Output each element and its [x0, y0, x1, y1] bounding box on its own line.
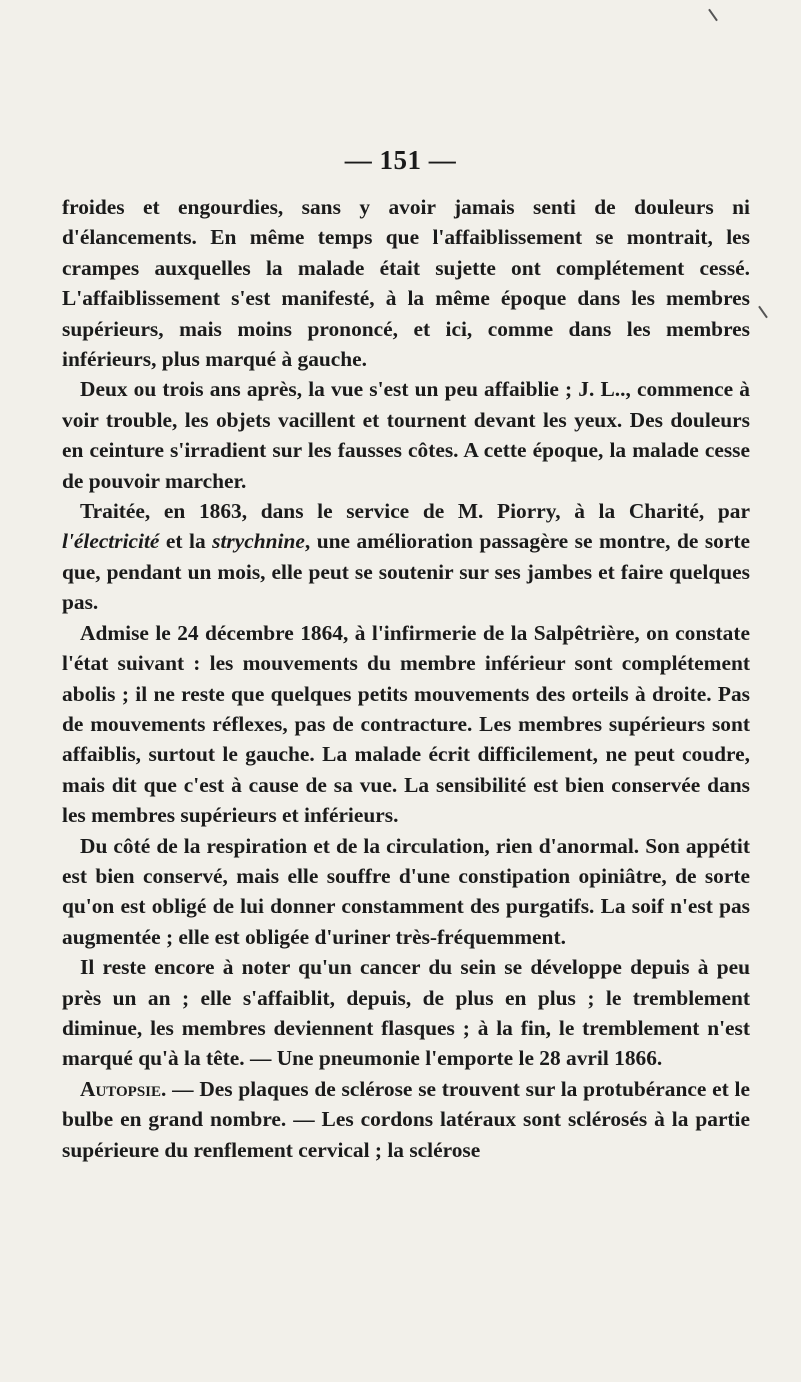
body-text — [62, 192, 750, 1165]
paragraph — [62, 1074, 750, 1165]
paragraph: Admise le 24 décembre 1864, à l'infirmerie de la Salpêtrière, on constate l'état suivant : les mouvements du membre inférieur sont complétement abolis ; il ne reste que quelques petits mouvements des orteils à droite. Pas de mouvements réflexes, pas de contracture. Les membres supérieurs sont affaiblis, surtout le gauche. La malade écrit difficilement, ne peut coudre, mais dit que c'est à cause de sa vue. La sensibilité est bien conservée dans les membres supérieurs et inférieurs. — [62, 620, 750, 828]
paragraph — [62, 496, 750, 618]
italic-term: l'électricité — [62, 529, 160, 554]
paragraph: froides et engourdies, sans y avoir jamais senti de douleurs ni d'élancements. En même temps que l'affaiblissement se montrait, les crampes auxquelles la malade était sujette ont complétement cessé. L'affaiblissement s'est manifesté, à la même époque dans les membres supérieurs, mais moins prononcé, et ici, comme dans les membres inférieurs, plus marqué à gauche. — [62, 195, 750, 372]
paragraph-text: — Des plaques de sclérose se trouvent sur la protubérance et le bulbe en grand nombre. — Les cordons latéraux sont sclérosés à la partie supérieure du renflement cervical ; la sclérose — [62, 1076, 750, 1162]
paragraph-text: et la — [159, 529, 213, 554]
scan-speck — [758, 306, 768, 319]
paragraph: Deux ou trois ans après, la vue s'est un peu affaiblie ; J. L.., commence à voir trouble, les objets vacillent et tournent devant les yeux. Des douleurs en ceinture s'irradient sur les fausses côtes. A cette époque, la malade cesse de pouvoir marcher. — [62, 377, 750, 493]
paragraph-text: , une amélioration passagère se montre, de sorte que, pendant un mois, elle peut se soutenir sur ses jambes et faire quelques pas. — [62, 529, 750, 615]
paragraph: Du côté de la respiration et de la circulation, rien d'anormal. Son appétit est bien conservé, mais elle souffre d'une constipation opiniâtre, de sorte qu'on est obligé de lui donner constamment des purgatifs. La soif n'est pas augmentée ; elle est obligée d'uriner très-fréquemment. — [62, 833, 750, 949]
section-label: Autopsie. — [80, 1076, 167, 1101]
italic-term: strychnine — [212, 529, 305, 554]
paragraph-text: Traitée, en 1863, dans le service de M. Piorry, à la Charité, par — [80, 499, 750, 524]
paragraph: Il reste encore à noter qu'un cancer du sein se développe depuis à peu près un an ; elle s'affaiblit, depuis, de plus en plus ; le tremblement diminue, les membres deviennent flasques ; à la fin, le tremblement n'est marqué qu'à la tête. — Une pneumonie l'emporte le 28 avril 1866. — [62, 955, 750, 1071]
scan-speck — [708, 9, 718, 22]
page-number-header: — 151 — — [344, 145, 457, 175]
